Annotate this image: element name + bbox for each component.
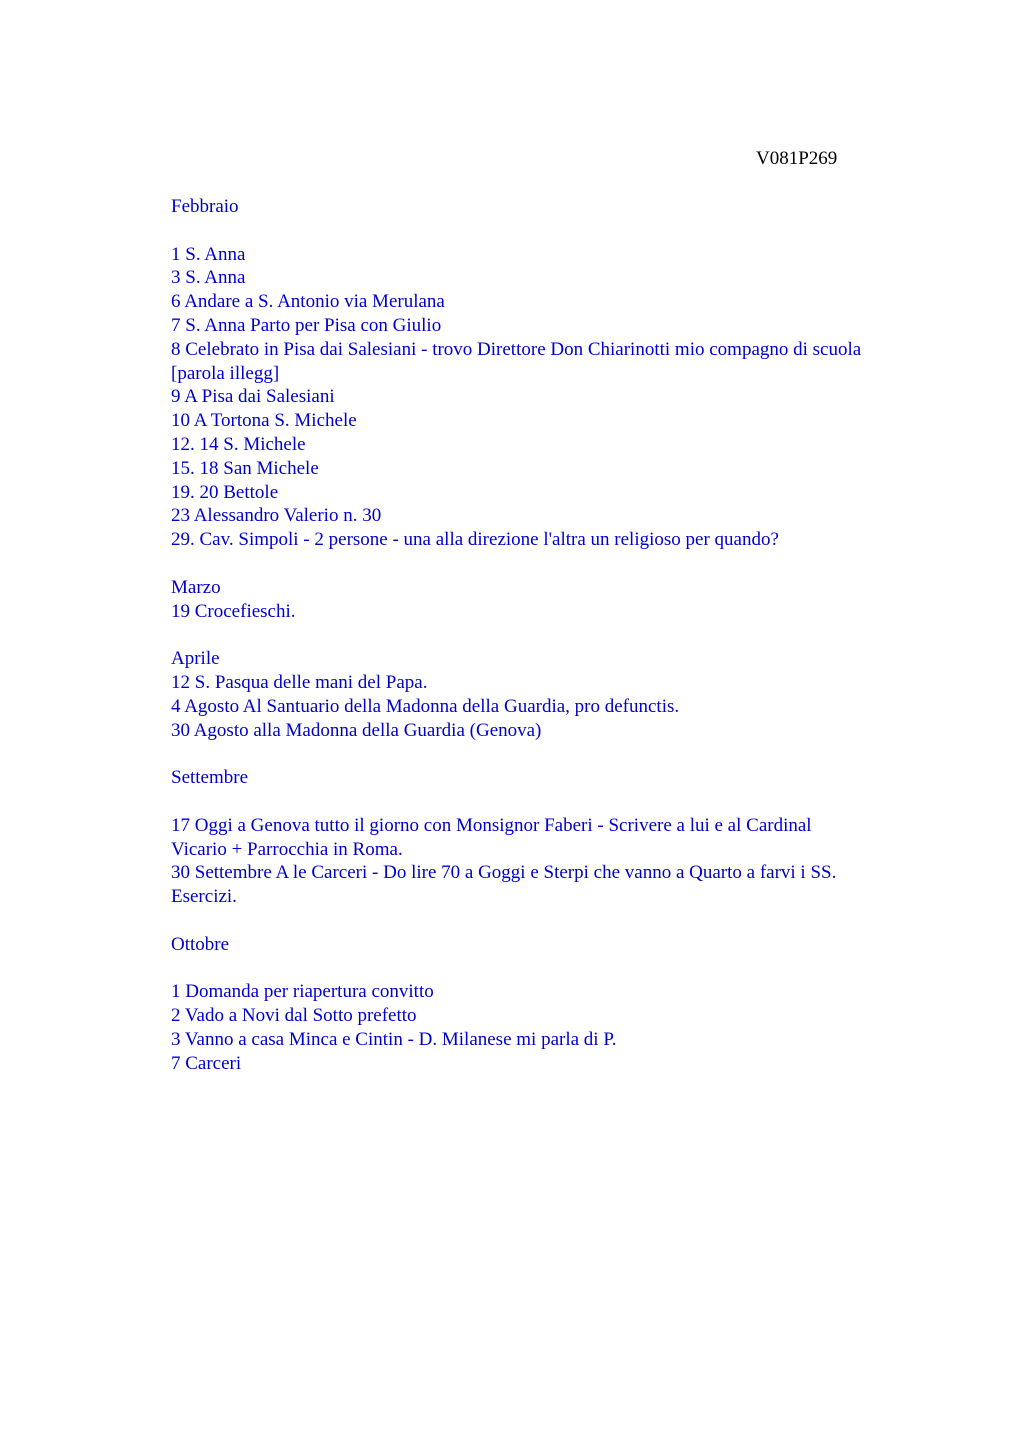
entry: 12. 14 S. Michele: [171, 433, 306, 455]
entry: 8 Celebrato in Pisa dai Salesiani - trovo Direttore Don Chiarinotti mio compagno di scuola: [171, 338, 862, 360]
entry: 19. 20 Bettole: [171, 481, 279, 503]
document-body: [171, 195, 931, 1075]
entry: 9 A Pisa dai Salesiani: [171, 386, 335, 408]
entry: 23 Alessandro Valerio n. 30: [171, 505, 382, 527]
section-title-settembre: Settembre: [171, 767, 249, 789]
entry: 3 S. Anna: [171, 267, 246, 289]
entry: 7 Carceri: [171, 1052, 242, 1074]
spacer: [171, 957, 931, 981]
entry: 10 A Tortona S. Michele: [171, 410, 357, 432]
entry: 4 Agosto Al Santuario della Madonna della Guardia, pro defunctis.: [171, 695, 680, 717]
page-id: V081P269: [756, 148, 838, 169]
section-title-aprile: Aprile: [171, 648, 220, 670]
entry: 17 Oggi a Genova tutto il giorno con Monsignor Faberi - Scrivere a lui e al Cardinal: [171, 814, 812, 836]
entry: [parola illegg]: [171, 362, 280, 384]
entry: Vicario + Parrocchia in Roma.: [171, 838, 403, 860]
section-title-ottobre: Ottobre: [171, 933, 230, 955]
entry: 29. Cav. Simpoli - 2 persone - una alla direzione l'altra un religioso per quando?: [171, 529, 779, 551]
entry: 2 Vado a Novi dal Sotto prefetto: [171, 1005, 417, 1027]
section-title-marzo: Marzo: [171, 576, 221, 598]
entry: 6 Andare a S. Antonio via Merulana: [171, 291, 445, 313]
spacer: [171, 909, 931, 933]
spacer: [171, 552, 931, 576]
entry: 7 S. Anna Parto per Pisa con Giulio: [171, 314, 442, 336]
entry: 30 Settembre A le Carceri - Do lire 70 a Goggi e Sterpi che vanno a Quarto a farvi i SS.: [171, 862, 837, 884]
section-title-febbraio: Febbraio: [171, 196, 239, 217]
spacer: [171, 742, 931, 766]
entry: Esercizi.: [171, 886, 237, 908]
entry: 30 Agosto alla Madonna della Guardia (Genova): [171, 719, 542, 741]
entry: 1 Domanda per riapertura convitto: [171, 981, 434, 1003]
entry: 19 Crocefieschi.: [171, 600, 296, 622]
entry: 1 S. Anna: [171, 243, 246, 265]
entry: 3 Vanno a casa Minca e Cintin - D. Milanese mi parla di P.: [171, 1028, 617, 1050]
spacer: [171, 219, 931, 243]
spacer: [171, 623, 931, 647]
spacer: [171, 790, 931, 814]
entry: 12 S. Pasqua delle mani del Papa.: [171, 671, 428, 693]
entry: 15. 18 San Michele: [171, 457, 319, 479]
